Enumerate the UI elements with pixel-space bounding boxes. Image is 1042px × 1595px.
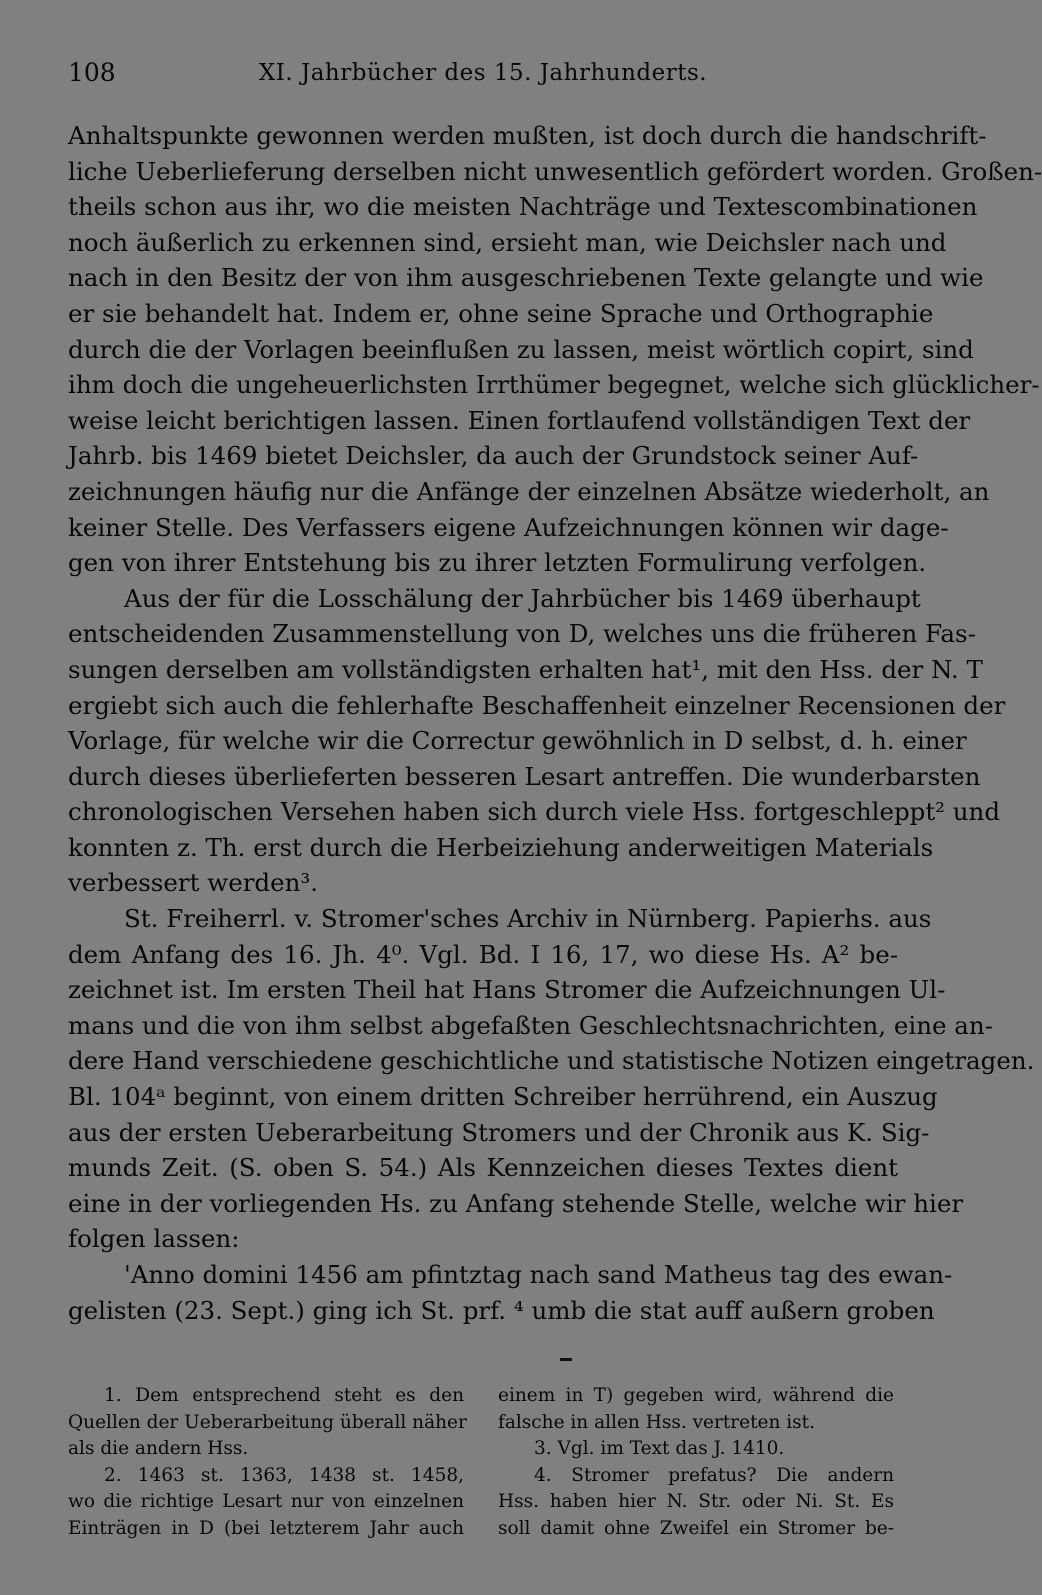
text-line: noch äußerlich zu erkennen sind, ersieht man, wie Deichsler nach und: [68, 227, 947, 257]
text-line: durch dieses überlieferten besseren Lesart antreffen. Die wunderbarsten: [68, 761, 981, 791]
footnote-line: Einträgen in D (bei letzterem Jahr auch: [68, 1517, 464, 1539]
text-line: Vorlage, für welche wir die Correctur gewöhnlich in D selbst, d. h. einer: [68, 726, 967, 756]
text-line: konnten z. Th. erst durch die Herbeiziehung anderweitigen Materials: [68, 832, 934, 862]
footnote-line: 1. Dem entsprechend steht es den: [104, 1385, 464, 1406]
text-line: ergiebt sich auch die fehlerhafte Beschaffenheit einzelner Recensionen der: [68, 690, 1006, 720]
page-number: 108: [68, 58, 116, 87]
text-line: keiner Stelle. Des Verfassers eigene Aufzeichnungen können wir dage-: [68, 512, 949, 542]
text-line: chronologischen Versehen haben sich durch viele Hss. fortgeschleppt² und: [68, 797, 1001, 827]
footnote-line: einem in T) gegeben wird, während die: [498, 1385, 894, 1406]
text-line: aus der ersten Ueberarbeitung Stromers und der Chronik aus K. Sig-: [68, 1117, 930, 1147]
text-line: sungen derselben am vollständigsten erhalten hat¹, mit den Hss. der N. T: [68, 654, 983, 684]
text-line: Bl. 104ᵃ beginnt, von einem dritten Schreiber herrührend, ein Auszug: [68, 1082, 938, 1112]
text-line: zeichnungen häufig nur die Anfänge der einzelnen Absätze wiederholt, an: [68, 476, 990, 506]
footnote-line: 2. 1463 st. 1363, 1438 st. 1458,: [104, 1464, 464, 1486]
body-text: [68, 118, 1042, 1328]
footnote-line: 4. Stromer prefatus? Die andern: [534, 1464, 894, 1486]
text-line: durch die der Vorlagen beeinflußen zu lassen, meist wörtlich copirt, sind: [68, 334, 974, 364]
footnote-line: falsche in allen Hss. vertreten ist.: [498, 1411, 815, 1433]
footnote-line: Quellen der Ueberarbeitung überall näher: [68, 1411, 467, 1433]
text-line: folgen lassen:: [68, 1224, 240, 1254]
text-line: er sie behandelt hat. Indem er, ohne seine Sprache und Orthographie: [68, 298, 934, 328]
text-line: nach in den Besitz der von ihm ausgeschriebenen Texte gelangte und wie: [68, 263, 984, 293]
page-header: [68, 58, 898, 92]
footnotes-left-column: [68, 1383, 467, 1542]
text-line: St. Freiherrl. v. Stromer'sches Archiv in Nürnberg. Papierhs. aus: [124, 904, 932, 934]
text-line: zeichnet ist. Im ersten Theil hat Hans Stromer die Aufzeichnungen Ul-: [68, 975, 946, 1005]
text-line: Anhaltspunkte gewonnen werden mußten, ist doch durch die handschrift-: [68, 121, 987, 150]
footnote-line: Hss. haben hier N. Str. oder Ni. St. Es: [498, 1491, 894, 1512]
footnote-line: soll damit ohne Zweifel ein Stromer be-: [498, 1517, 894, 1539]
text-line: dere Hand verschiedene geschichtliche und statistische Notizen eingetragen.: [68, 1046, 1035, 1076]
footnote-line: als die andern Hss.: [68, 1438, 249, 1459]
running-head: XI. Jahrbücher des 15. Jahrhunderts.: [258, 60, 708, 86]
text-line: munds Zeit. (S. oben S. 54.) Als Kennzeichen dieses Textes dient: [68, 1153, 898, 1183]
text-line: Aus der für die Losschälung der Jahrbücher bis 1469 überhaupt: [124, 583, 921, 613]
text-line: theils schon aus ihr, wo die meisten Nachträge und Textescombinationen: [68, 192, 978, 222]
text-line: Jahrb. bis 1469 bietet Deichsler, da auch der Grundstock seiner Auf-: [68, 441, 919, 471]
text-line: mans und die von ihm selbst abgefaßten Geschlechtsnachrichten, eine an-: [68, 1010, 993, 1040]
text-line: weise leicht berichtigen lassen. Einen fortlaufend vollständigen Text der: [68, 405, 971, 435]
text-line: dem Anfang des 16. Jh. 4⁰. Vgl. Bd. I 16, 17, wo diese Hs. A² be-: [68, 939, 898, 969]
footnote-line: 3. Vgl. im Text das J. 1410.: [534, 1438, 785, 1459]
text-line: eine in der vorliegenden Hs. zu Anfang stehende Stelle, welche wir hier: [68, 1188, 964, 1218]
footnotes-right-column: [498, 1383, 894, 1542]
text-line: verbessert werden³.: [68, 868, 318, 898]
text-line: entscheidenden Zusammenstellung von D, welches uns die früheren Fas-: [68, 619, 976, 649]
text-line: gen von ihrer Entstehung bis zu ihrer letzten Formulirung verfolgen.: [68, 548, 927, 578]
text-line: 'Anno domini 1456 am pfintztag nach sand Matheus tag des ewan-: [124, 1260, 953, 1289]
text-line: gelisten (23. Sept.) ging ich St. prf. ⁴ umb die stat auff außern groben: [68, 1295, 935, 1325]
footnote-line: wo die richtige Lesart nur von einzelnen: [68, 1491, 464, 1512]
footnote-separator-mark: [560, 1358, 572, 1361]
text-line: liche Ueberlieferung derselben nicht unwesentlich gefördert worden. Großen-: [68, 156, 1042, 186]
text-line: ihm doch die ungeheuerlichsten Irrthümer begegnet, welche sich glücklicher-: [68, 370, 1040, 400]
